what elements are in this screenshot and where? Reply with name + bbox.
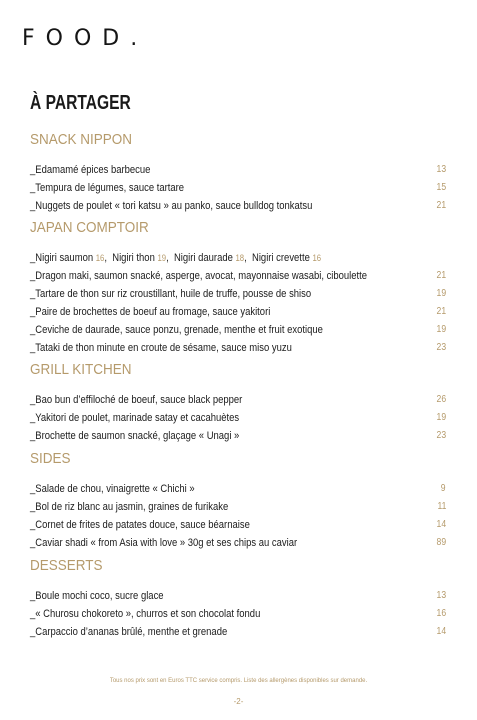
item-price: 13: [436, 164, 446, 175]
item-price: 19: [436, 324, 446, 335]
item-name: _Edamamé épices barbecue: [30, 164, 151, 176]
item-price: 9: [441, 483, 446, 494]
item-price: 26: [436, 394, 446, 405]
nigiri-row: _Nigiri saumon 16, Nigiri thon 19, Nigiri daurade 18, Nigiri crevette 16: [30, 252, 322, 264]
section-title: GRILL KITCHEN: [30, 361, 132, 378]
item-name: _Ceviche de daurade, sauce ponzu, grenade, menthe et fruit exotique: [30, 324, 323, 336]
item-price: 16: [436, 608, 446, 619]
item-price: 19: [436, 288, 446, 299]
menu-item: [30, 534, 446, 552]
item-price: 11: [437, 501, 446, 512]
nigiri-price: 16: [95, 253, 105, 263]
menu-item: [30, 321, 446, 339]
item-price: 23: [436, 430, 446, 441]
item-price: 89: [436, 537, 446, 548]
nigiri-name: Nigiri daurade: [173, 252, 233, 264]
section-sides: [30, 449, 446, 552]
item-price: 15: [436, 182, 446, 193]
item-name: _Nuggets de poulet « tori katsu » au panko, sauce bulldog tonkatsu: [30, 200, 313, 212]
nigiri-price: 16: [312, 253, 322, 263]
menu-item: [30, 197, 446, 215]
menu-item: [30, 267, 446, 285]
item-price: 21: [436, 306, 446, 317]
item-price: 19: [436, 412, 446, 423]
section-desserts: [30, 556, 446, 641]
item-name: _Tartare de thon sur riz croustillant, huile de truffe, pousse de shiso: [30, 288, 312, 300]
page-title: FOOD.: [22, 26, 149, 51]
menu-item: [30, 391, 446, 409]
nigiri-name: _Nigiri saumon: [30, 252, 94, 264]
section-title: DESSERTS: [30, 557, 103, 574]
item-price: 14: [436, 626, 446, 637]
menu-item: [30, 179, 446, 197]
item-name: _Boule mochi coco, sucre glace: [30, 590, 164, 602]
nigiri-price: 19: [157, 253, 167, 263]
menu-item: [30, 161, 446, 179]
menu-item: [30, 498, 446, 516]
nigiri-name: Nigiri thon: [112, 252, 155, 264]
item-price: 21: [436, 270, 446, 281]
section-snack-nippon: [30, 130, 446, 215]
item-name: _Brochette de saumon snacké, glaçage « Unagi »: [30, 430, 240, 442]
nigiri-name: Nigiri crevette: [252, 252, 310, 264]
item-name: _Carpaccio d’ananas brûlé, menthe et grenade: [30, 626, 228, 638]
item-name: _Paire de brochettes de boeuf au fromage, sauce yakitori: [30, 306, 271, 318]
menu-item: [30, 409, 446, 427]
menu-item: [30, 623, 446, 641]
menu-item: [30, 587, 446, 605]
item-price: 13: [436, 590, 446, 601]
item-name: _Caviar shadi « from Asia with love » 30g et ses chips au caviar: [30, 537, 298, 549]
section-title: SIDES: [30, 450, 71, 467]
item-name: _Salade de chou, vinaigrette « Chichi »: [30, 483, 195, 495]
item-name: _Cornet de frites de patates douce, sauce béarnaise: [30, 519, 250, 531]
item-name: _« Churosu chokoreto », churros et son chocolat fondu: [30, 608, 261, 620]
menu-item: [30, 339, 446, 357]
menu-item: [30, 303, 446, 321]
section-title: JAPAN COMPTOIR: [30, 219, 149, 236]
item-price: 23: [436, 342, 446, 353]
nigiri-price: 18: [235, 253, 245, 263]
item-name: _Bol de riz blanc au jasmin, graines de furikake: [30, 501, 229, 513]
menu-item: [30, 285, 446, 303]
item-name: _Dragon maki, saumon snacké, asperge, avocat, mayonnaise wasabi, ciboulette: [30, 270, 368, 282]
menu-item: [30, 516, 446, 534]
section-japan-comptoir: [30, 218, 446, 357]
item-name: _Yakitori de poulet, marinade satay et cacahuètes: [30, 412, 240, 424]
item-name: _Tataki de thon minute en croute de sésame, sauce miso yuzu: [30, 342, 292, 354]
menu-item: [30, 605, 446, 623]
item-name: _Tempura de légumes, sauce tartare: [30, 182, 185, 194]
menu-item: [30, 427, 446, 445]
section-title: SNACK NIPPON: [30, 131, 133, 148]
page-number: -2-: [233, 697, 244, 706]
item-price: 14: [436, 519, 446, 530]
item-price: 21: [436, 200, 446, 211]
main-heading: À PARTAGER: [30, 92, 131, 114]
footnote: Tous nos prix sont en Euros TTC service compris. Liste des allergènes disponibles sur demande.: [109, 678, 368, 684]
section-grill-kitchen: [30, 360, 446, 445]
item-name: _Bao bun d’effiloché de boeuf, sauce black pepper: [30, 394, 243, 406]
menu-item: [30, 480, 446, 498]
